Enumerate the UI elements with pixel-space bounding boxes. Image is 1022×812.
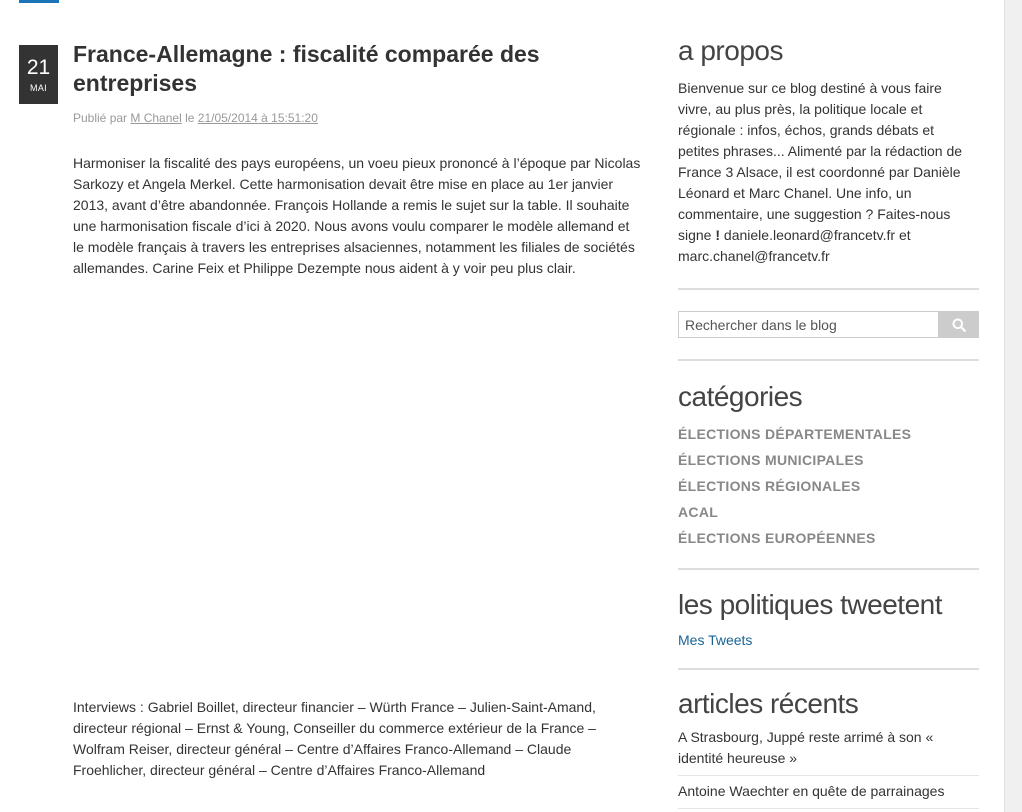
recent-article-item[interactable]: Antoine Waechter en quête de parrainages — [678, 776, 979, 809]
tweets-widget — [678, 589, 979, 651]
article — [73, 40, 643, 781]
recent-articles-widget — [678, 688, 979, 809]
date-badge — [19, 45, 58, 104]
search-input[interactable] — [678, 311, 938, 338]
category-item[interactable]: ÉLECTIONS DÉPARTEMENTALES — [678, 426, 912, 442]
about-text-bold: ! — [715, 227, 721, 243]
date-day: 21 — [26, 56, 51, 79]
search-form — [678, 311, 979, 338]
byline — [73, 110, 643, 126]
categories-title: catégories — [678, 381, 803, 412]
datetime-link[interactable]: 21/05/2014 à 15:51:20 — [197, 111, 318, 125]
about-text — [678, 78, 979, 267]
recent-title: articles récents — [678, 688, 859, 719]
divider — [678, 568, 979, 570]
category-item[interactable]: ÉLECTIONS MUNICIPALES — [678, 452, 864, 468]
divider — [678, 288, 979, 290]
byline-mid: le — [185, 111, 195, 125]
categories-widget — [678, 381, 979, 551]
about-widget — [678, 35, 979, 267]
divider — [678, 668, 979, 670]
recent-article-item[interactable]: A Strasbourg, Juppé reste arrimé à son « identité heureuse » — [678, 722, 979, 776]
page-scrollbar[interactable] — [1004, 0, 1022, 812]
category-item[interactable]: ÉLECTIONS RÉGIONALES — [678, 478, 861, 494]
search-button[interactable] — [938, 311, 979, 338]
date-month: MAI — [30, 83, 47, 93]
article-title[interactable]: France-Allemagne : fiscalité comparée des entreprises — [73, 41, 540, 96]
top-accent-bar — [19, 0, 59, 3]
author-link[interactable]: M Chanel — [130, 111, 182, 125]
embedded-video-area[interactable] — [73, 279, 643, 697]
category-item[interactable]: ACAL — [678, 504, 719, 520]
about-text-main: Bienvenue sur ce blog destiné à vous faire vivre, au plus près, la politique locale et régionale : infos, échos, grands débats et petites phrases... Alimenté par la rédaction de France 3 Alsace, il est coordonné par Danièle Léonard et Marc Chanel. Une info, un commentaire, une suggestion ? Faites-nous signe — [678, 80, 963, 243]
byline-prefix: Publié par — [73, 111, 128, 125]
search-icon — [952, 318, 966, 332]
recent-list — [678, 722, 979, 809]
about-title: a propos — [678, 35, 783, 66]
about-text-emails: daniele.leonard@francetv.fr et marc.chanel@francetv.fr — [678, 227, 911, 264]
category-item[interactable]: ÉLECTIONS EUROPÉENNES — [678, 530, 876, 546]
divider — [678, 359, 979, 361]
article-intro: Harmoniser la fiscalité des pays européens, un voeu pieux prononcé à l’époque par Nicolas Sarkozy et Angela Merkel. Cette harmonisation devait être mise en place au 1er janvier 2013, avant d’être abandonnée. François Hollande a remis le sujet sur la table. Il souhaite une harmonisation fiscale d’ici à 2020. Nous avons voulu comparer le modèle allemand et le modèle français à travers les entreprises alsaciennes, notamment les filiales de sociétés allemandes. Carine Feix et Philippe Dezempte nous aident à y voir peu plus clair. — [73, 155, 641, 276]
tweets-title: les politiques tweetent — [678, 589, 943, 620]
sidebar — [678, 35, 979, 809]
my-tweets-link[interactable]: Mes Tweets — [678, 632, 753, 648]
category-list — [678, 421, 979, 551]
article-credits: Interviews : Gabriel Boillet, directeur financier – Würth France – Julien-Saint-Amand, directeur régional – Ernst & Young, Conseiller du commerce extérieur de la France – Wolfram Reiser, directeur général – Centre d’Affaires Franco-Allemand – Claude Froehlicher, directeur général – Centre d’Affaires Franco-Allemand — [73, 699, 596, 778]
